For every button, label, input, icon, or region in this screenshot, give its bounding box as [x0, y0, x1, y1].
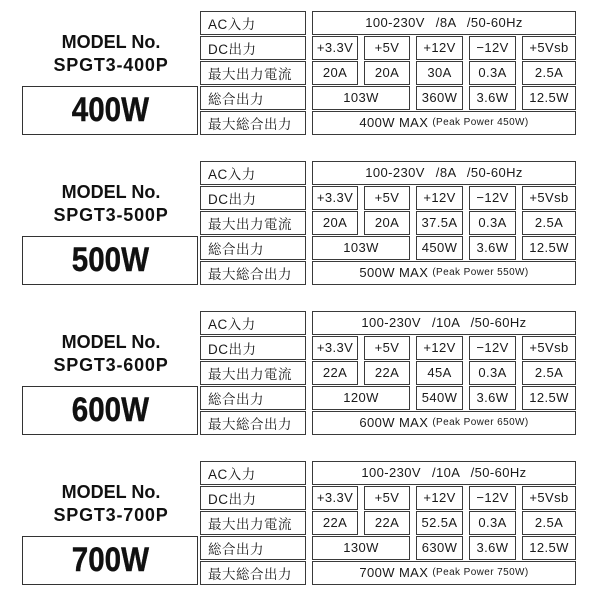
peak-power-text: (Peak Power 750W): [432, 567, 529, 579]
peak-power-text: (Peak Power 650W): [432, 417, 529, 429]
dc-output-rail-3v3: +3.3V: [312, 486, 358, 510]
label-dc-output: DC出力: [200, 486, 306, 510]
label-combined-output: 総合出力: [200, 236, 306, 260]
max-current-minus12v: 0.3A: [469, 211, 516, 235]
dc-output-rail-3v3: +3.3V: [312, 36, 358, 60]
dc-output-rail-minus12v: −12V: [469, 36, 516, 60]
max-current-5vsb: 2.5A: [522, 211, 576, 235]
max-current-12v: 45A: [416, 361, 463, 385]
max-output-text: 500W MAX: [359, 265, 429, 281]
label-max-combined-output: 最大総合出力: [200, 411, 306, 435]
combined-output-minus12v: 3.6W: [469, 386, 516, 410]
dc-output-rail-5vsb: +5Vsb: [522, 186, 576, 210]
combined-output-minus12v: 3.6W: [469, 236, 516, 260]
label-dc-output: DC出力: [200, 36, 306, 60]
dc-output-rail-3v3: +3.3V: [312, 186, 358, 210]
ac-input-value: 100-230V /10A /50-60Hz: [312, 461, 576, 485]
dc-output-rail-5vsb: +5Vsb: [522, 336, 576, 360]
combined-output-5vsb: 12.5W: [522, 536, 576, 560]
model-label: MODEL No.: [61, 32, 161, 52]
label-combined-output: 総合出力: [200, 536, 306, 560]
combined-output-minus12v: 3.6W: [469, 86, 516, 110]
model-block-600p: [0, 311, 600, 436]
ac-input-value: 100-230V /8A /50-60Hz: [312, 11, 576, 35]
wattage-value: 700W: [71, 541, 149, 580]
wattage-box: [22, 86, 198, 135]
label-ac-input: AC入力: [200, 11, 306, 35]
max-current-12v: 37.5A: [416, 211, 463, 235]
combined-output-3v3-5v: 103W: [312, 86, 410, 110]
label-dc-output: DC出力: [200, 186, 306, 210]
dc-output-rail-12v: +12V: [416, 186, 463, 210]
max-output-text: 600W MAX: [359, 415, 429, 431]
ac-input-value: 100-230V /10A /50-60Hz: [312, 311, 576, 335]
label-max-combined-output: 最大総合出力: [200, 111, 306, 135]
dc-output-rail-minus12v: −12V: [469, 186, 516, 210]
max-current-5v: 20A: [364, 61, 410, 85]
label-max-current: 最大出力電流: [200, 211, 306, 235]
combined-output-12v: 630W: [416, 536, 463, 560]
max-current-5vsb: 2.5A: [522, 61, 576, 85]
combined-output-12v: 540W: [416, 386, 463, 410]
max-combined-output-value: [312, 561, 576, 585]
label-ac-input: AC入力: [200, 461, 306, 485]
max-combined-output-value: [312, 261, 576, 285]
max-current-12v: 30A: [416, 61, 463, 85]
wattage-value: 400W: [71, 91, 149, 130]
model-block-500p: [0, 161, 600, 286]
model-name: SPGT3-400P: [53, 55, 169, 75]
label-dc-output: DC出力: [200, 336, 306, 360]
dc-output-rail-5v: +5V: [364, 186, 410, 210]
dc-output-rail-minus12v: −12V: [469, 336, 516, 360]
max-current-minus12v: 0.3A: [469, 511, 516, 535]
wattage-box: [22, 536, 198, 585]
combined-output-5vsb: 12.5W: [522, 236, 576, 260]
dc-output-rail-5v: +5V: [364, 486, 410, 510]
max-current-3v3: 20A: [312, 211, 358, 235]
dc-output-rail-minus12v: −12V: [469, 486, 516, 510]
label-max-current: 最大出力電流: [200, 361, 306, 385]
dc-output-rail-12v: +12V: [416, 336, 463, 360]
ac-input-value: 100-230V /8A /50-60Hz: [312, 161, 576, 185]
label-max-combined-output: 最大総合出力: [200, 261, 306, 285]
label-ac-input: AC入力: [200, 161, 306, 185]
wattage-box: [22, 236, 198, 285]
max-combined-output-value: [312, 411, 576, 435]
combined-output-5vsb: 12.5W: [522, 86, 576, 110]
dc-output-rail-12v: +12V: [416, 486, 463, 510]
max-current-3v3: 22A: [312, 361, 358, 385]
model-block-700p: [0, 461, 600, 586]
combined-output-5vsb: 12.5W: [522, 386, 576, 410]
max-current-minus12v: 0.3A: [469, 361, 516, 385]
label-max-current: 最大出力電流: [200, 511, 306, 535]
max-current-5v: 20A: [364, 211, 410, 235]
max-current-12v: 52.5A: [416, 511, 463, 535]
combined-output-3v3-5v: 130W: [312, 536, 410, 560]
model-name: SPGT3-500P: [53, 205, 169, 225]
label-combined-output: 総合出力: [200, 386, 306, 410]
max-combined-output-value: [312, 111, 576, 135]
model-label: MODEL No.: [61, 332, 161, 352]
max-current-3v3: 20A: [312, 61, 358, 85]
dc-output-rail-5vsb: +5Vsb: [522, 36, 576, 60]
model-label: MODEL No.: [61, 482, 161, 502]
label-combined-output: 総合出力: [200, 86, 306, 110]
wattage-box: [22, 386, 198, 435]
model-label: MODEL No.: [61, 182, 161, 202]
dc-output-rail-12v: +12V: [416, 36, 463, 60]
wattage-value: 500W: [71, 241, 149, 280]
max-output-text: 400W MAX: [359, 115, 429, 131]
max-current-minus12v: 0.3A: [469, 61, 516, 85]
max-current-5v: 22A: [364, 361, 410, 385]
model-name: SPGT3-600P: [53, 355, 169, 375]
wattage-value: 600W: [71, 391, 149, 430]
combined-output-12v: 450W: [416, 236, 463, 260]
label-max-current: 最大出力電流: [200, 61, 306, 85]
dc-output-rail-5vsb: +5Vsb: [522, 486, 576, 510]
dc-output-rail-3v3: +3.3V: [312, 336, 358, 360]
peak-power-text: (Peak Power 550W): [432, 267, 529, 279]
combined-output-3v3-5v: 103W: [312, 236, 410, 260]
combined-output-12v: 360W: [416, 86, 463, 110]
max-output-text: 700W MAX: [359, 565, 429, 581]
label-ac-input: AC入力: [200, 311, 306, 335]
max-current-5vsb: 2.5A: [522, 361, 576, 385]
combined-output-3v3-5v: 120W: [312, 386, 410, 410]
max-current-3v3: 22A: [312, 511, 358, 535]
peak-power-text: (Peak Power 450W): [432, 117, 529, 129]
model-name: SPGT3-700P: [53, 505, 169, 525]
dc-output-rail-5v: +5V: [364, 36, 410, 60]
max-current-5vsb: 2.5A: [522, 511, 576, 535]
label-max-combined-output: 最大総合出力: [200, 561, 306, 585]
max-current-5v: 22A: [364, 511, 410, 535]
dc-output-rail-5v: +5V: [364, 336, 410, 360]
combined-output-minus12v: 3.6W: [469, 536, 516, 560]
model-block-400p: [0, 11, 600, 136]
